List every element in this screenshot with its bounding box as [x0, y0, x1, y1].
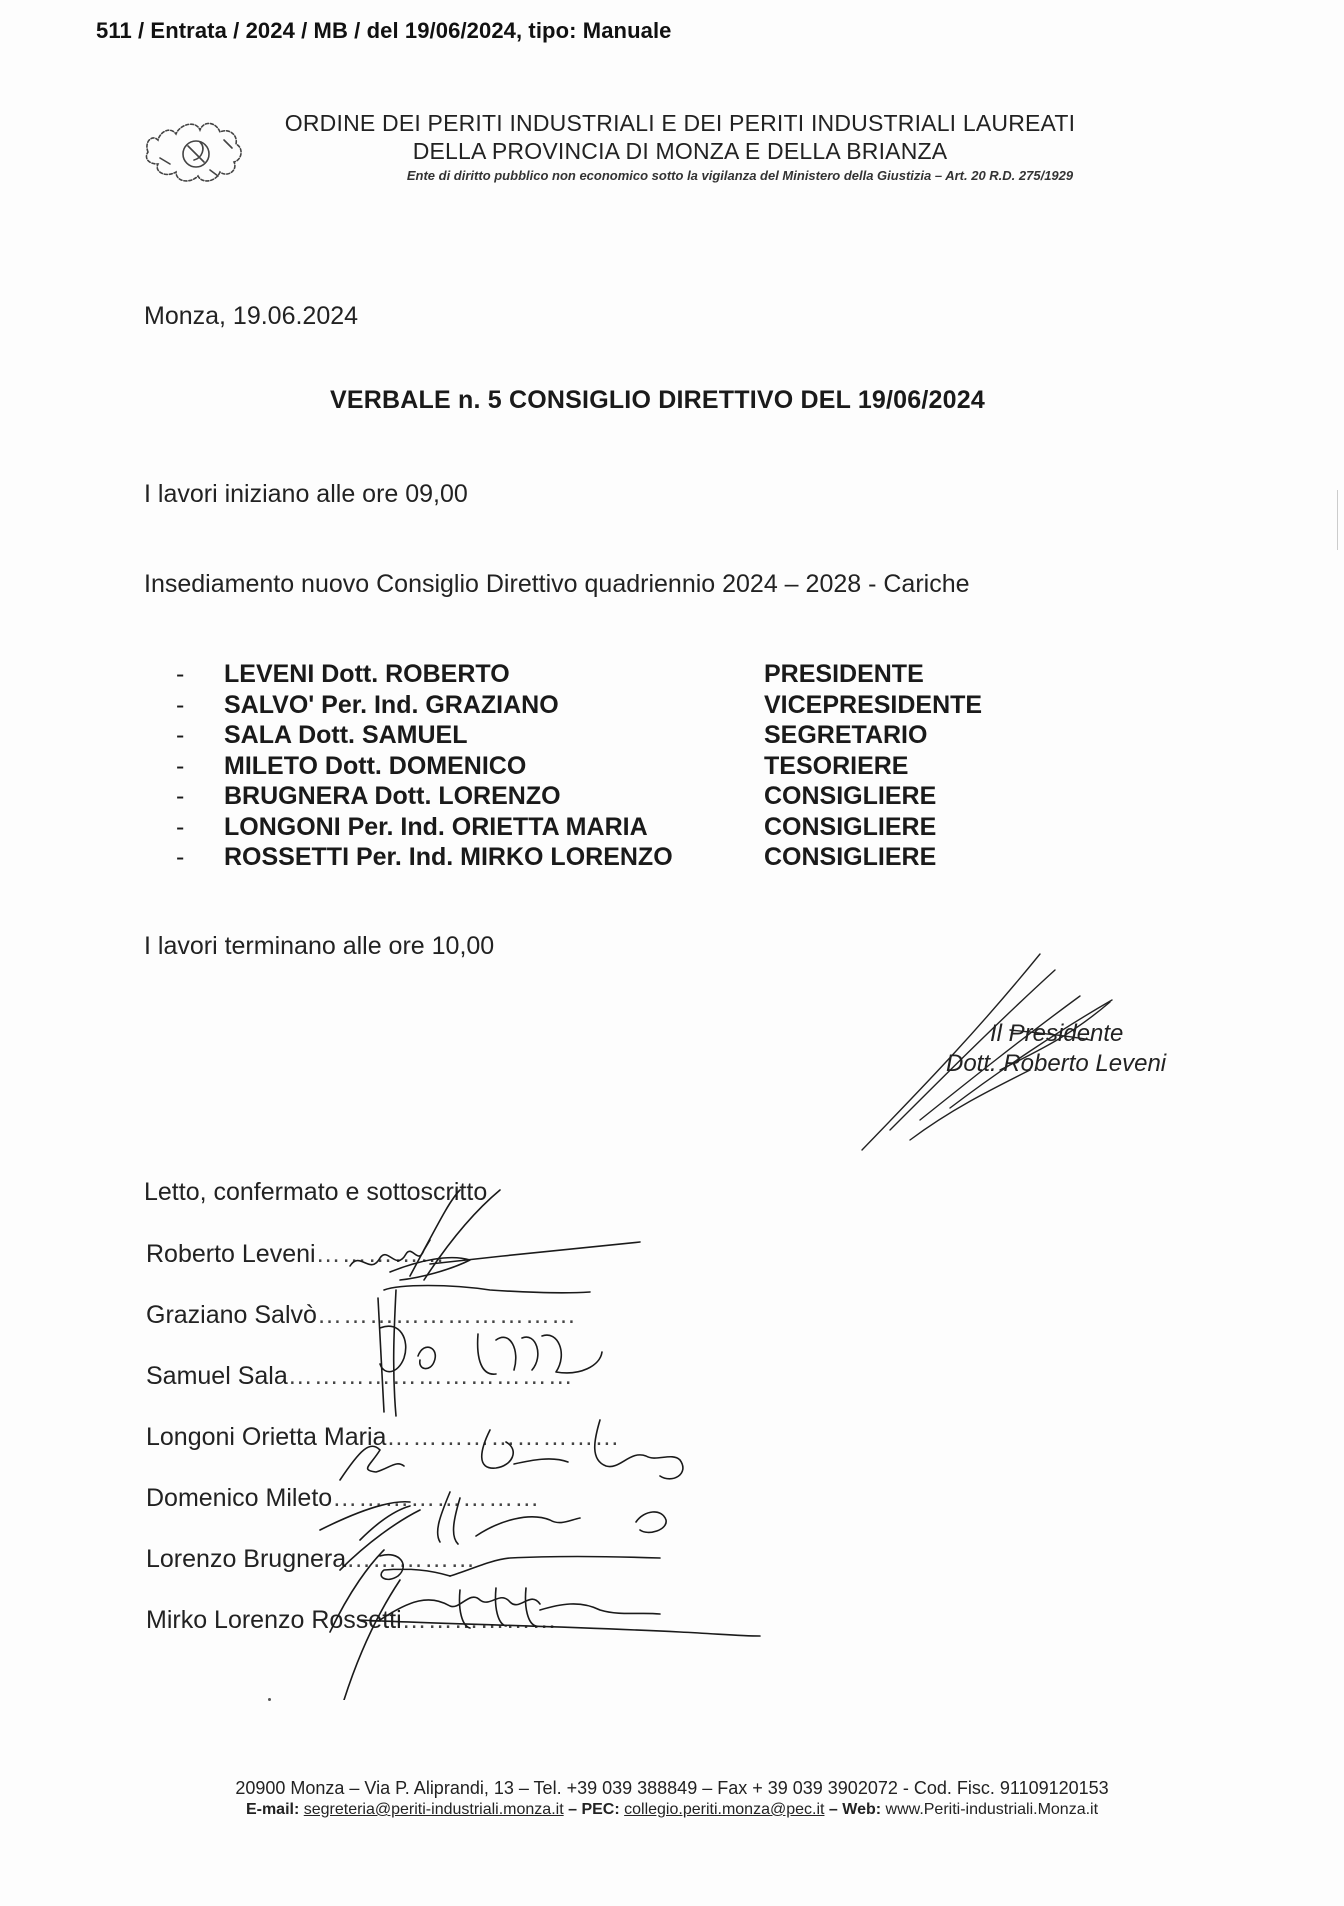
scan-edge-mark [1337, 490, 1338, 550]
member-name: SALVO' Per. Ind. GRAZIANO [224, 690, 559, 719]
president-title: Il Presidente [990, 1020, 1124, 1047]
footer-address: 20900 Monza – Via P. Aliprandi, 13 – Tel. +39 039 388849 – Fax + 39 039 3902072 - Cod. Fisc. 91109120153 [235, 1778, 1109, 1798]
member-name: MILETO Dott. DOMENICO [224, 751, 527, 780]
org-legal-note: Ente di diritto pubblico non economico sotto la vigilanza del Ministero della Giustizia – Art. 20 R.D. 275/1929 [406, 168, 1074, 183]
member-name: ROSSETTI Per. Ind. MIRKO LORENZO [224, 843, 673, 871]
member-role: CONSIGLIERE [764, 812, 937, 841]
signatory-name: Domenico Mileto [146, 1484, 333, 1512]
document-date: Monza, 19.06.2024 [144, 302, 359, 330]
member-role: VICEPRESIDENTE [764, 690, 983, 719]
list-item [176, 752, 996, 783]
members-list [176, 660, 996, 874]
scan-artifact [268, 1698, 271, 1701]
member-name: LEVENI Dott. ROBERTO [224, 660, 510, 688]
org-name-line-1: ORDINE DEI PERITI INDUSTRIALI E DEI PERITI INDUSTRIALI LAUREATI [284, 110, 1076, 136]
list-item [176, 691, 996, 722]
end-time-text: I lavori terminano alle ore 10,00 [144, 932, 495, 960]
president-signature-icon [850, 940, 1230, 1180]
org-name-line-2: DELLA PROVINCIA DI MONZA E DELLA BRIANZA [412, 138, 948, 164]
signatory-name: Graziano Salvò [146, 1301, 317, 1329]
signature-dots: …………… [315, 1240, 446, 1268]
handwritten-signatures-icon [300, 1180, 860, 1700]
list-item [176, 813, 996, 844]
email-link[interactable]: segreteria@periti-industriali.monza.it [303, 1801, 564, 1818]
signatory-name: Longoni Orietta Maria [146, 1423, 387, 1451]
member-bullet: - [176, 751, 185, 780]
pec-link[interactable]: collegio.periti.monza@pec.it [624, 1801, 825, 1818]
start-time-text: I lavori iniziano alle ore 09,00 [144, 480, 468, 508]
footer-contacts [150, 1801, 1194, 1819]
footer [150, 1778, 1194, 1819]
signature-dots: ……………………… [386, 1423, 621, 1451]
member-role: CONSIGLIERE [764, 782, 937, 810]
signatory-name: Roberto Leveni [146, 1240, 316, 1268]
list-item [176, 660, 996, 691]
email-label: E-mail: [245, 1801, 300, 1818]
web-link[interactable]: www.Periti-industriali.Monza.it [885, 1801, 1099, 1818]
member-name: LONGONI Per. Ind. ORIETTA MARIA [224, 812, 648, 841]
signature-dots: …………………………… [287, 1362, 574, 1390]
pec-label: – PEC: [568, 1801, 620, 1818]
member-name: BRUGNERA Dott. LORENZO [224, 782, 561, 810]
order-logo-icon [140, 112, 256, 196]
list-item [176, 721, 996, 752]
member-bullet: - [176, 660, 185, 688]
letterhead [250, 110, 1110, 183]
member-bullet: - [176, 843, 185, 871]
subscribe-text: Letto, confermato e sottoscritto [144, 1178, 488, 1206]
protocol-stamp: 511 / Entrata / 2024 / MB / del 19/06/2024, tipo: Manuale [96, 18, 672, 43]
member-bullet: - [176, 721, 185, 749]
list-item [176, 782, 996, 813]
signature-dots: …………………… [332, 1484, 541, 1512]
member-bullet: - [176, 782, 185, 810]
appointment-text: Insediamento nuovo Consiglio Direttivo quadriennio 2024 – 2028 - Cariche [144, 570, 970, 598]
member-role: PRESIDENTE [764, 660, 924, 688]
signature-dots: …………… [346, 1545, 477, 1573]
signature-dots: ………………………… [316, 1301, 577, 1329]
member-role: SEGRETARIO [764, 721, 928, 749]
signatory-name: Lorenzo Brugnera [146, 1545, 347, 1573]
president-name: Dott. Roberto Leveni [946, 1050, 1167, 1077]
list-item [176, 843, 996, 874]
signatory-name: Mirko Lorenzo Rossetti [146, 1606, 402, 1634]
web-label: – Web: [828, 1801, 882, 1818]
president-signature-block [850, 940, 1230, 1180]
signatory-name: Samuel Sala [146, 1362, 288, 1390]
signature-dots: ……………… [401, 1606, 558, 1634]
member-role: TESORIERE [764, 751, 909, 780]
member-name: SALA Dott. SAMUEL [224, 721, 468, 749]
member-role: CONSIGLIERE [764, 843, 937, 871]
document-title: VERBALE n. 5 CONSIGLIO DIRETTIVO DEL 19/06/2024 [330, 386, 985, 414]
member-bullet: - [176, 690, 185, 719]
member-bullet: - [176, 812, 185, 841]
